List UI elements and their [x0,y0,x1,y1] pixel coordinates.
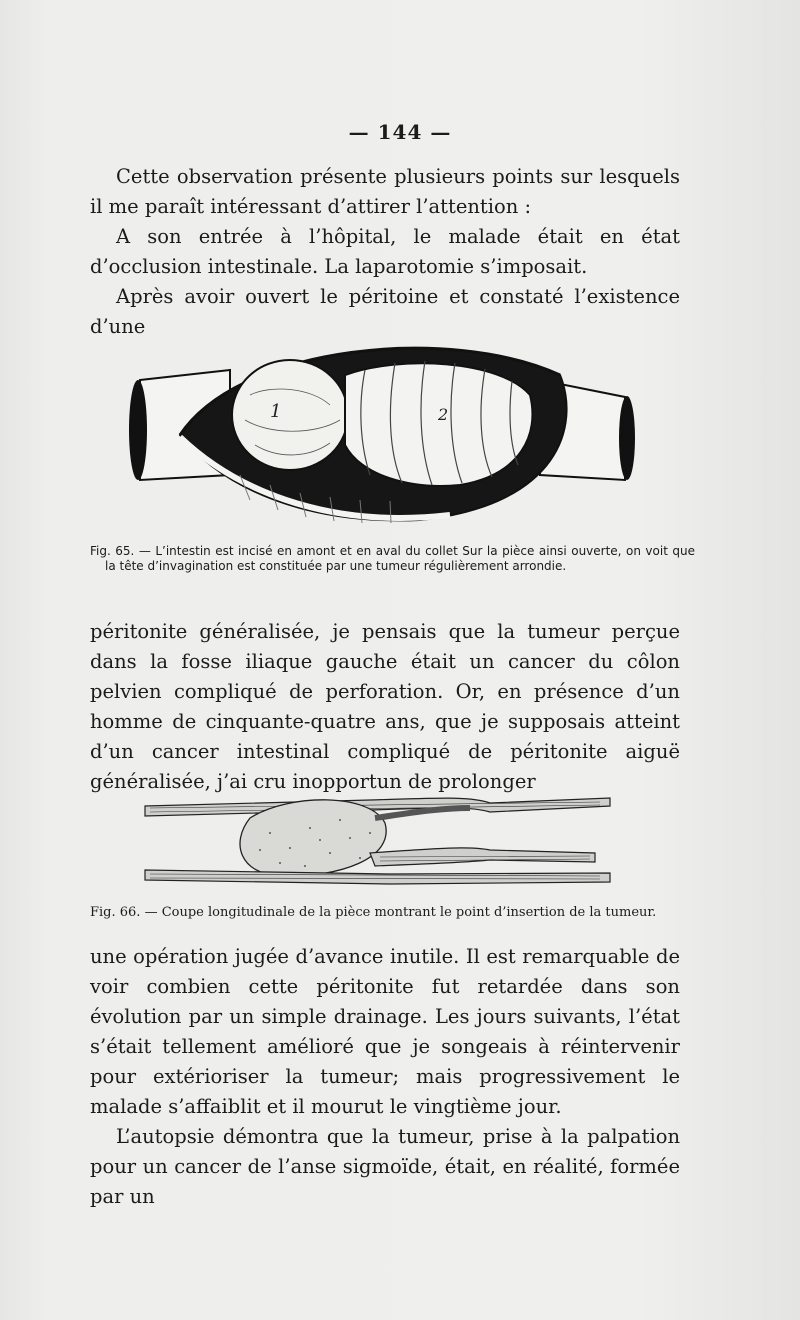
paragraph-1: Cette observation présente plusieurs points sur lesquels il me paraît intéressant d’attirer l’attention : [90,165,680,218]
paragraph-6: L’autopsie démontra que la tumeur, prise à la palpation pour un cancer de l’anse sigmoïde, était, en réalité, formée par un [90,1125,680,1208]
paragraph-4: péritonite généralisée, je pensais que la tumeur perçue dans la fosse iliaque gauche était un cancer du côlon pelvien compliqué de perforation. Or, en présence d’un homme de cinquante-quatre ans, que je supposais atteint d’un cancer intestinal compliqué de péritonite aiguë généralisée, j’ai cru inopportun de prolonger [90,620,680,793]
paragraph-2: A son entrée à l’hôpital, le malade était en état d’occlusion intestinale. La laparotomie s’imposait. [90,225,680,278]
figure-65-label-2: 2 [438,405,449,424]
paragraph-3: Après avoir ouvert le péritoine et constaté l’existence d’une [90,285,680,338]
page-number: — 144 — [348,120,452,144]
text-block-top [90,162,680,342]
figure-65-illustration [120,325,650,530]
figure-66-caption: Fig. 66. — Coupe longitudinale de la pièce montrant le point d’insertion de la tumeur. [90,905,657,920]
figure-65-caption: Fig. 65. — L’intestin est incisé en amont et en aval du collet Sur la pièce ainsi ouverte, on voit que la tête d’invagination est constituée par une tumeur régulièrement arrondie. [90,544,695,573]
figure-66-illustration [140,778,620,893]
paragraph-5: une opération jugée d’avance inutile. Il est remarquable de voir combien cette péritonite fut retardée dans son évolution par un simple drainage. Les jours suivants, l’état s’était tellement amélioré que je songeais à réintervenir pour extérioriser la tumeur; mais progressivement le malade s’affaiblit et il mourut le vingtième jour. [90,945,680,1118]
text-block-bottom [90,942,680,1212]
text-block-middle [90,617,680,797]
figure-65-label-1: 1 [270,401,282,422]
